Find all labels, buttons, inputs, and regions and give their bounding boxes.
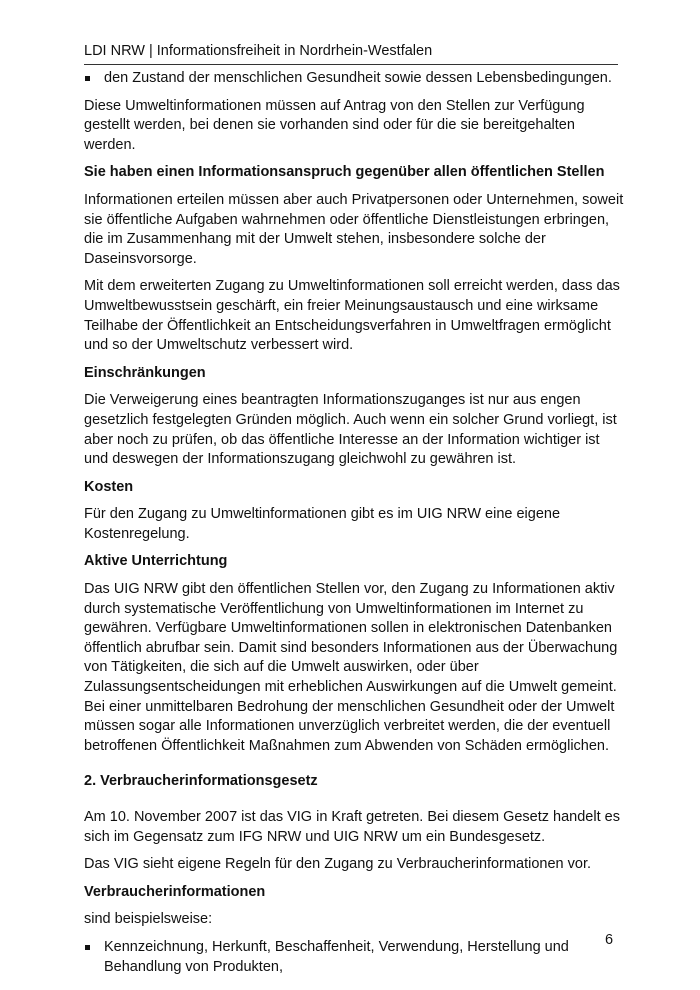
subheading: Einschränkungen — [84, 364, 206, 381]
document-body — [84, 69, 624, 985]
subheading: Aktive Unterrichtung — [84, 553, 228, 570]
paragraph: Das UIG NRW gibt den öffentlichen Stellen vor, den Zugang zu Informationen aktiv durch systematische Veröffentlichung von Umweltinformationen im Internet zu gewähren. Verfügbare Umweltinformationen sollen in elektronischen Datenbanken öffentlich abrufbar sein. Damit sind besonders Informationen aus der Überwachung von Tätigkeiten, die sich auf die Umwelt auswirken, oder über Zulassungsentscheidungen mit erheblichen Auswirkungen auf die Umwelt gemeint. Bei einer unmittelbaren Bedrohung der menschlichen Gesundheit oder der Umwelt müssen sogar alle Informationen unverzüglich verbreitet werden, die der eventuell betroffenen Öffentlichkeit Maßnahmen zum Abwenden von Schäden ermöglichen. — [84, 581, 618, 754]
paragraph: Mit dem erweiterten Zugang zu Umweltinformationen soll erreicht werden, dass das Umweltbewusstsein geschärft, ein freier Meinungsaustausch und eine wirksame Teilhabe der Öffentlichkeit an Entscheidungsverfahren in Umweltfragen ermöglicht und so der Umweltschutz verbessert wird. — [84, 278, 620, 354]
bullet-item — [84, 69, 624, 89]
section-heading: 2. Verbraucherinformationsgesetz — [84, 773, 318, 790]
page-number: 6 — [605, 932, 614, 948]
paragraph: Das VIG sieht eigene Regeln für den Zugang zu Verbraucherinformationen vor. — [84, 856, 591, 873]
bullet-text: Kennzeichnung, Herkunft, Beschaffenheit, Verwendung, Herstellung und Behandlung von Produkten, — [104, 938, 569, 975]
paragraph: Für den Zugang zu Umweltinformationen gibt es im UIG NRW eine eigene Kostenregelung. — [84, 506, 561, 542]
subheading: Verbraucherinformationen — [84, 883, 266, 900]
header-title: LDI NRW | Informationsfreiheit in Nordrhein-Westfalen — [84, 43, 433, 59]
square-bullet-icon — [85, 76, 90, 81]
bullet-item — [84, 938, 624, 977]
subheading: Sie haben einen Informationsanspruch gegenüber allen öffentlichen Stellen — [84, 164, 605, 181]
paragraph: Die Verweigerung eines beantragten Informationszuganges ist nur aus engen gesetzlich festgelegten Gründen möglich. Auch wenn ein solcher Grund vorliegt, ist aber noch zu prüfen, ob das öffentliche Interesse an der Information wichtiger ist und deswegen der Informationszugang gleichwohl zu gewähren ist. — [84, 392, 617, 468]
paragraph: Informationen erteilen müssen aber auch Privatpersonen oder Unternehmen, soweit sie öffentliche Aufgaben wahrnehmen oder öffentliche Dienstleistungen erbringen, die im Zusammenhang mit der Umwelt stehen, insbesondere solche der Daseinsvorsorge. — [84, 191, 624, 267]
subheading: Kosten — [84, 478, 134, 495]
page-header — [84, 42, 618, 65]
square-bullet-icon — [85, 945, 90, 950]
paragraph: Diese Umweltinformationen müssen auf Antrag von den Stellen zur Verfügung gestellt werden, bei denen sie vorhanden sind oder für die sie bereitgehalten werden. — [84, 97, 585, 153]
bullet-text: den Zustand der menschlichen Gesundheit sowie dessen Lebensbedingungen. — [104, 70, 612, 86]
paragraph: sind beispielsweise: — [84, 911, 213, 928]
paragraph: Am 10. November 2007 ist das VIG in Kraft getreten. Bei diesem Gesetz handelt es sich im Gegensatz zum IFG NRW und UIG NRW um ein Bundesgesetz. — [84, 809, 620, 845]
